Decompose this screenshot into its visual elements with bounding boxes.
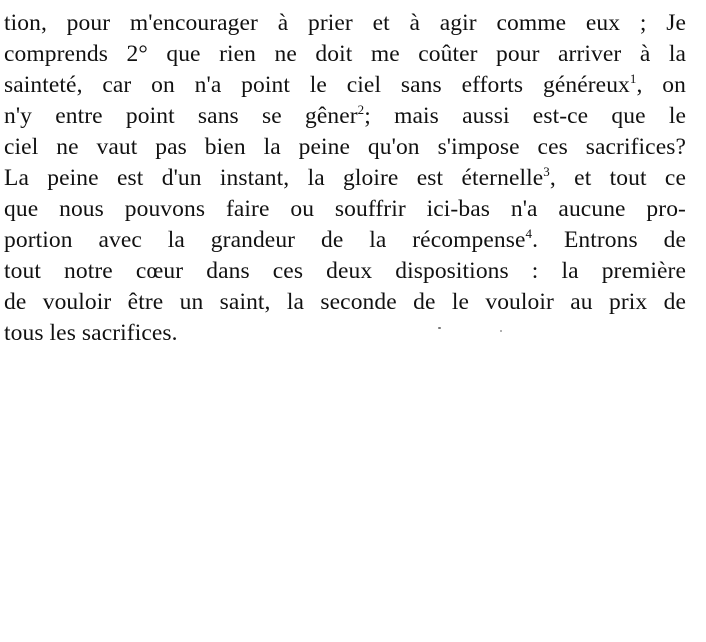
text-line-1: tion, pour m'encourager à prier et à agir comme eux ; Je bbox=[4, 10, 686, 36]
footnote-ref-3: 3 bbox=[543, 164, 550, 180]
text-line-6: La peine est d'un instant, la gloire est éternelle$^3$, et tout ce bbox=[4, 164, 686, 191]
text-line-7: que nous pouvons faire ou souffrir ici-bas n'a aucune pro- bbox=[4, 196, 686, 222]
footnote-ref-1: 1 bbox=[629, 71, 637, 87]
text-line-3: sainteté, car on n'a point le ciel sans efforts généreux$^1$, on bbox=[4, 71, 686, 98]
text-line-5: ciel ne vaut pas bien la peine qu'on s'impose ces sacrifices? bbox=[4, 134, 686, 160]
print-speck bbox=[500, 330, 502, 332]
footnote-ref-2: 2 bbox=[357, 102, 365, 118]
text-line-2: comprends 2° que rien ne doit me coûter pour arriver à la bbox=[4, 41, 686, 67]
paragraph bbox=[4, 8, 686, 349]
text-line-10: de vouloir être un saint, la seconde de le vouloir au prix de bbox=[4, 289, 686, 315]
text-line-11: tous les sacrifices. bbox=[4, 320, 178, 346]
text-line-9: tout notre cœur dans ces deux dispositions : la première bbox=[4, 258, 686, 284]
print-speck bbox=[438, 327, 441, 329]
footnote-ref-4: 4 bbox=[525, 226, 533, 242]
text-line-4: n'y entre point sans se gêner$^2$; mais aussi est-ce que le bbox=[4, 102, 686, 129]
text-line-8: portion avec la grandeur de la récompense$^4$. Entrons de bbox=[4, 226, 686, 253]
